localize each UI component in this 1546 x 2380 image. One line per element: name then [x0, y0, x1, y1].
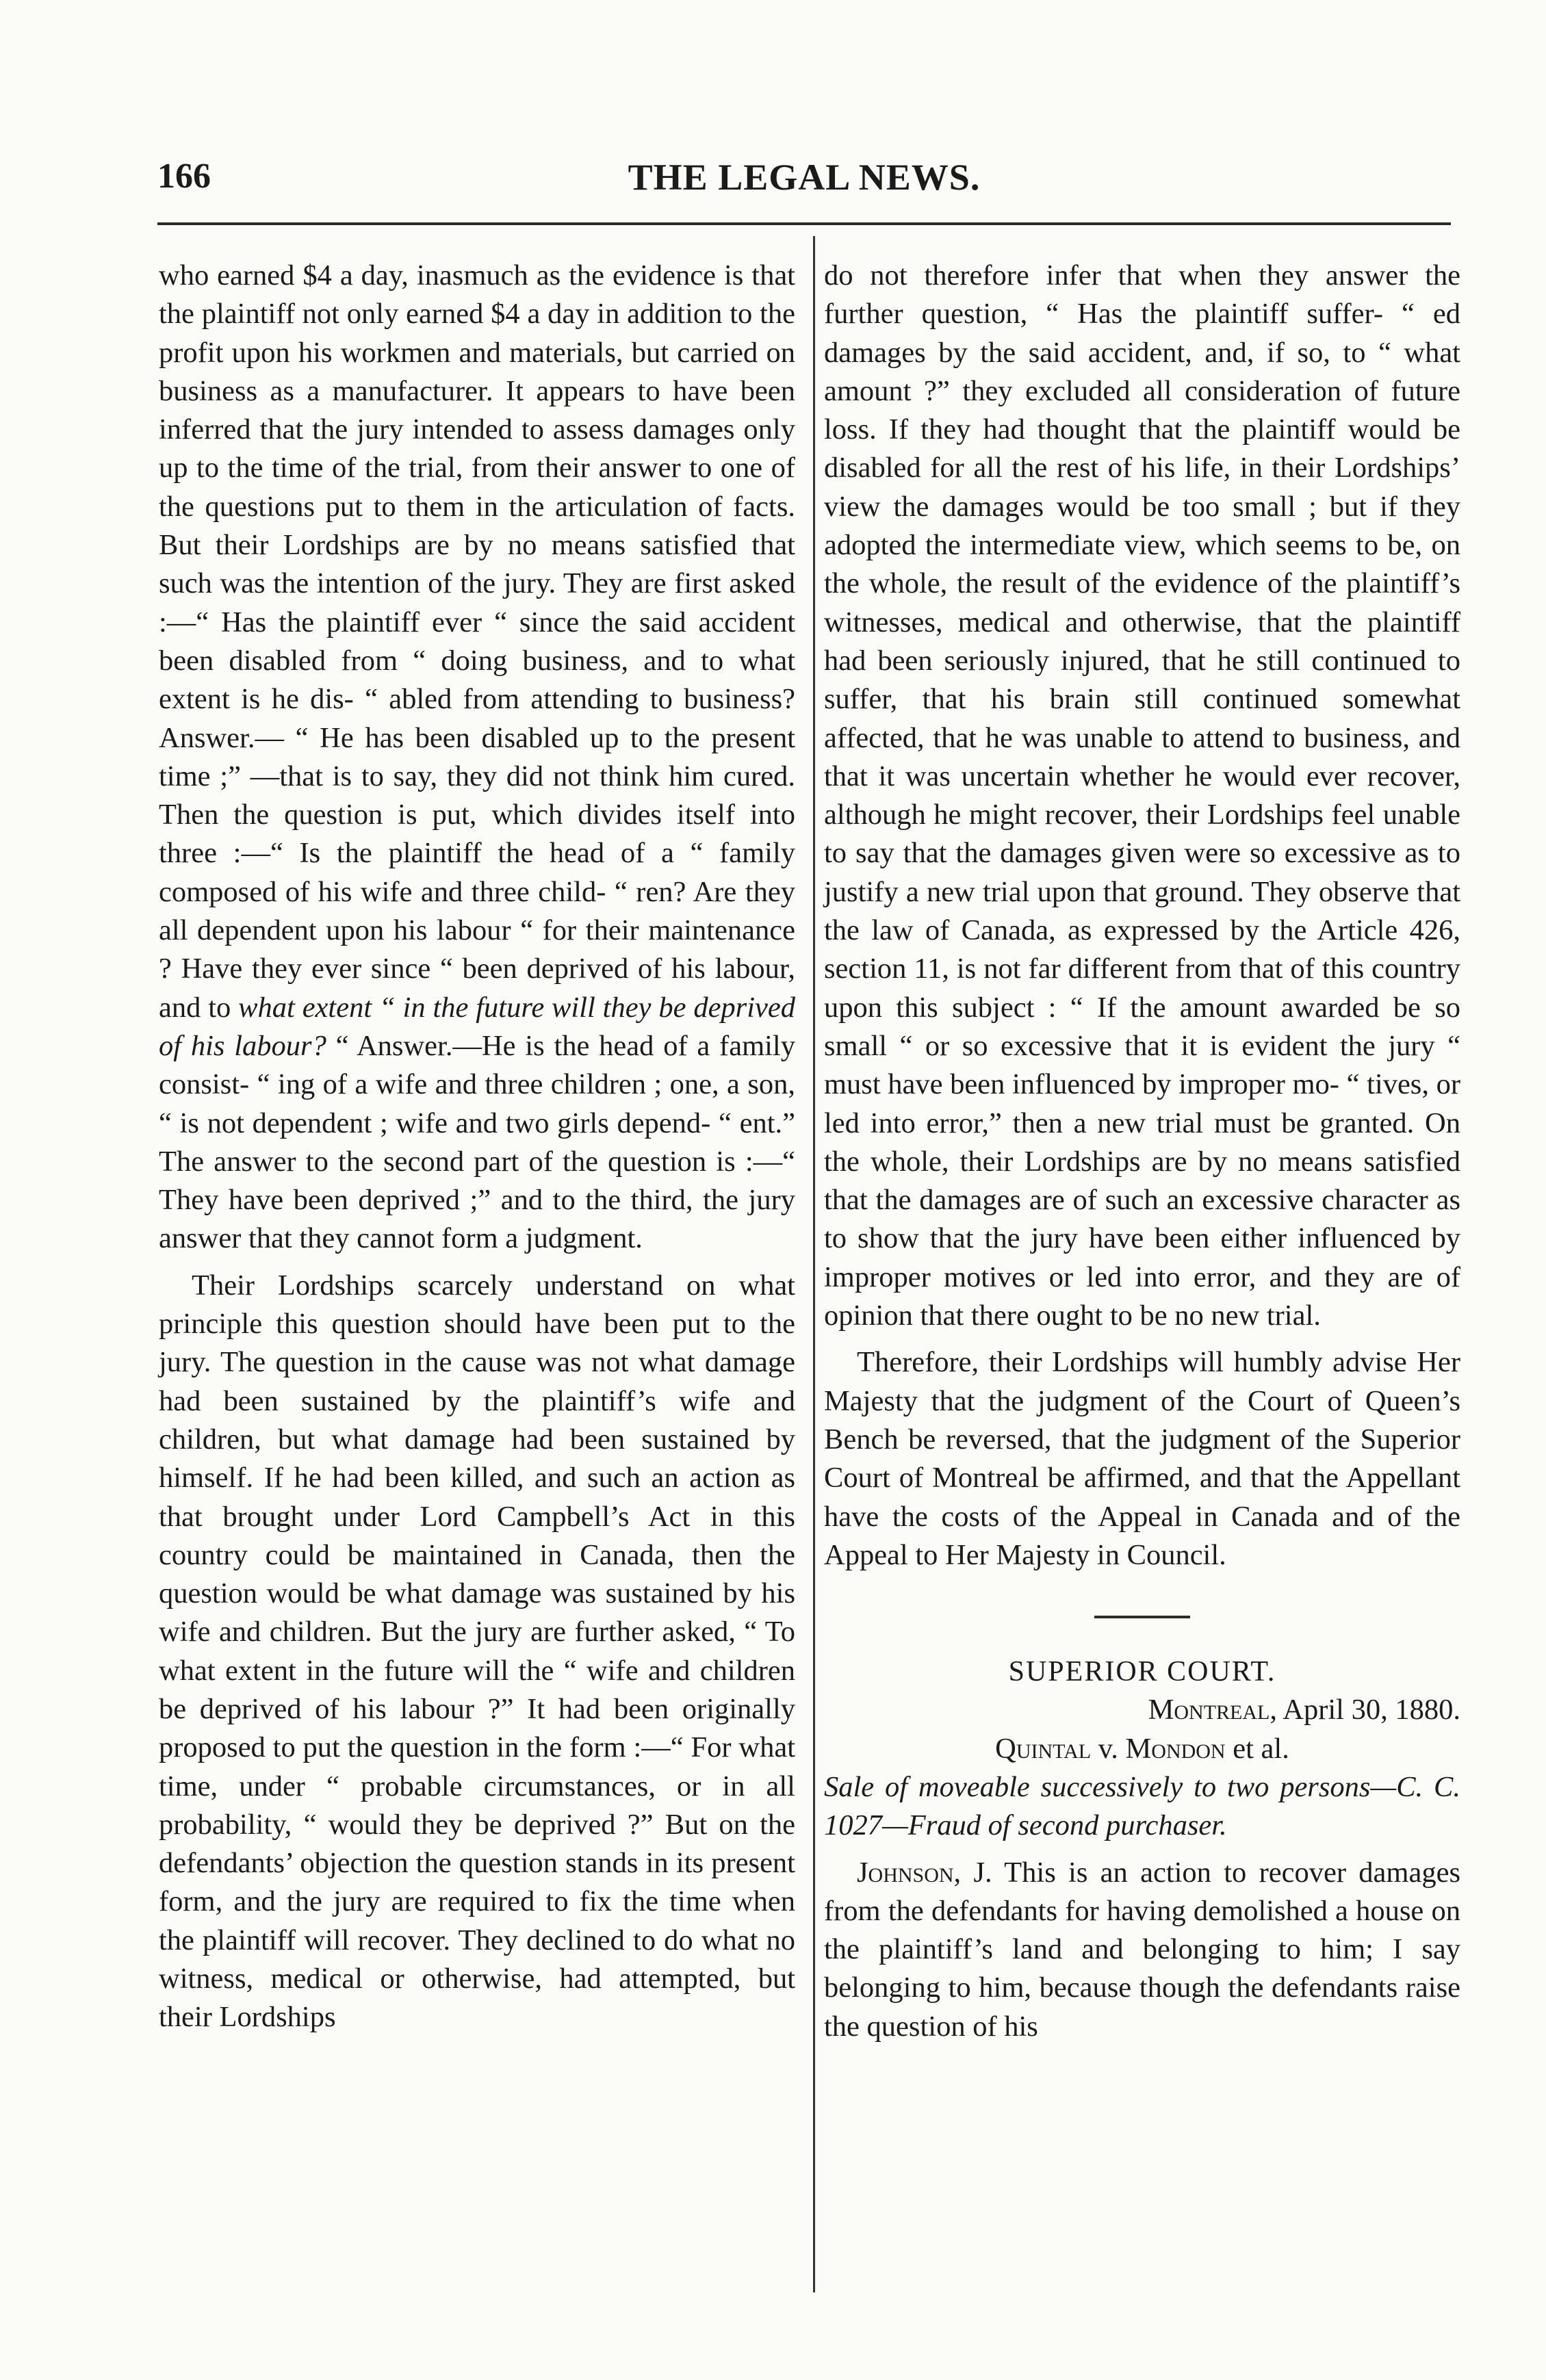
right-paragraph-2: Therefore, their Lordships will humbly advise Her Majesty that the judgment of the Court of Queen’s Bench be reversed, that the judgment of the Superior Court of Montreal be affirmed, and that the Appellant have the costs of the Appeal in Canada and of the Appeal to Her Majesty in Council. [824, 1346, 1460, 1571]
right-paragraph-1: do not therefore infer that when they answer the further question, “ Has the plaintiff suffer- “ ed damages by the said accident, and, if so, to “ what amount ?” they excluded all consideration of future loss. If they had thought that the plaintiff would be disabled for all the rest of his life, in their Lordships’ view the damages would be too small ; but if they adopted the intermediate view, which seems to be, on the whole, the result of the evidence of the plaintiff’s witnesses, medical and otherwise, that the plaintiff had been seriously injured, that he still continued to suffer, that his brain still continued somewhat affected, that he was unable to attend to business, and that it was uncertain whether he would ever recover, although he might recover, their Lordships feel unable to say that the damages given were so excessive as to justify a new trial upon that ground. They observe that the law of Canada, as expressed by the Article 426, section 11, is not far different from that of this country upon this subject : “ If the amount awarded be so small “ or so excessive that it is evident the jury “ must have been influenced by improper mo- “ tives, or led into error,” then a new trial must be granted. On the whole, their Lordships are by no means satisfied that the damages are of such an excessive character as to show that the jury have been either influenced by improper motives or led into error, and they are of opinion that there ought to be no new trial. [824, 259, 1460, 1332]
dateline-place: Montreal, [1148, 1694, 1277, 1726]
left-paragraph-1-end: “ Answer.—He is the head of a family consist- “ ing of a wife and three children ; one, a son, “ is not dependent ; wife and two girls depend- “ ent.” The answer to the second part of the question is :—“ They have been deprived ;” and to the third, the jury answer that they cannot form a judgment. [159, 1029, 795, 1255]
right-column [824, 257, 1460, 2046]
section-rule [1094, 1616, 1190, 1618]
column-divider [813, 236, 815, 2292]
case-name [824, 1730, 1460, 1768]
left-column [159, 257, 795, 2037]
dateline-date: April 30, 1880. [1277, 1694, 1460, 1726]
case-versus: v. [1091, 1732, 1126, 1765]
dateline [824, 1691, 1460, 1729]
case-plaintiff: Quintal [995, 1732, 1092, 1765]
page-header [157, 156, 1451, 204]
left-paragraph-2: Their Lordships scarcely understand on what principle this question should have been put to the jury. The question in the cause was not what damage had been sustained by the plaintiff’s wife and children, but what damage had been sustained by himself. If he had been killed, and such an action as that brought under Lord Campbell’s Act in this country could be maintained in Canada, then the question would be what damage was sustained by his wife and children. But the jury are further asked, “ To what extent in the future will the “ wife and children be deprived of his labour ?” It had been originally proposed to put the question in the form :—“ For what time, under “ probable circumstances, or in all probability, “ would they be deprived ?” But on the defendants’ objection the question stands in its present form, and the jury are required to fix the time when the plaintiff will recover. They declined to do what no witness, medical or otherwise, had attempted, but their Lordships [159, 1269, 795, 2034]
headnote: Sale of moveable successively to two persons—C. C. 1027—Fraud of second purchaser. [824, 1770, 1460, 1842]
opinion-judge: Johnson, J. [857, 1856, 992, 1889]
left-paragraph-1-italic: what extent “ in the future will they be deprived of his labour? [159, 991, 796, 1062]
left-paragraph-1 [159, 257, 795, 1258]
page-number: 166 [157, 157, 211, 196]
case-defendant: Mondon [1125, 1732, 1226, 1765]
opinion-text: This is an action to recover damages from the defendants for having demolished a house on the plaintiff’s land and belonging to him; I say belonging to him, because though the defendants raise the question of his [824, 1856, 1460, 2043]
opinion-paragraph [824, 1854, 1460, 2046]
case-et-al: et al. [1225, 1732, 1289, 1765]
header-rule [157, 222, 1451, 225]
court-heading: SUPERIOR COURT. [1008, 1656, 1276, 1688]
running-title: THE LEGAL NEWS. [628, 157, 981, 198]
left-paragraph-1-text: who earned $4 a day, inasmuch as the evidence is that the plaintiff not only earned $4 a day in addition to the profit upon his workmen and materials, but carried on business as a manufacturer. It appears to have been inferred that the jury intended to assess damages only up to the time of the trial, from their answer to one of the questions put to them in the articulation of facts. But their Lordships are by no means satisfied that such was the intention of the jury. They are first asked :—“ Has the plaintiff ever “ since the said accident been disabled from “ doing business, and to what extent is he dis- “ abled from attending to business? Answer.— “ He has been disabled up to the present time ;” —that is to say, they did not think him cured. Then the question is put, which divides itself into three :—“ Is the plaintiff the head of a “ family composed of his wife and three child- “ ren? Are they all dependent upon his labour “ for their maintenance ? Have they ever since “ been deprived of his labour, and to [159, 259, 795, 1024]
